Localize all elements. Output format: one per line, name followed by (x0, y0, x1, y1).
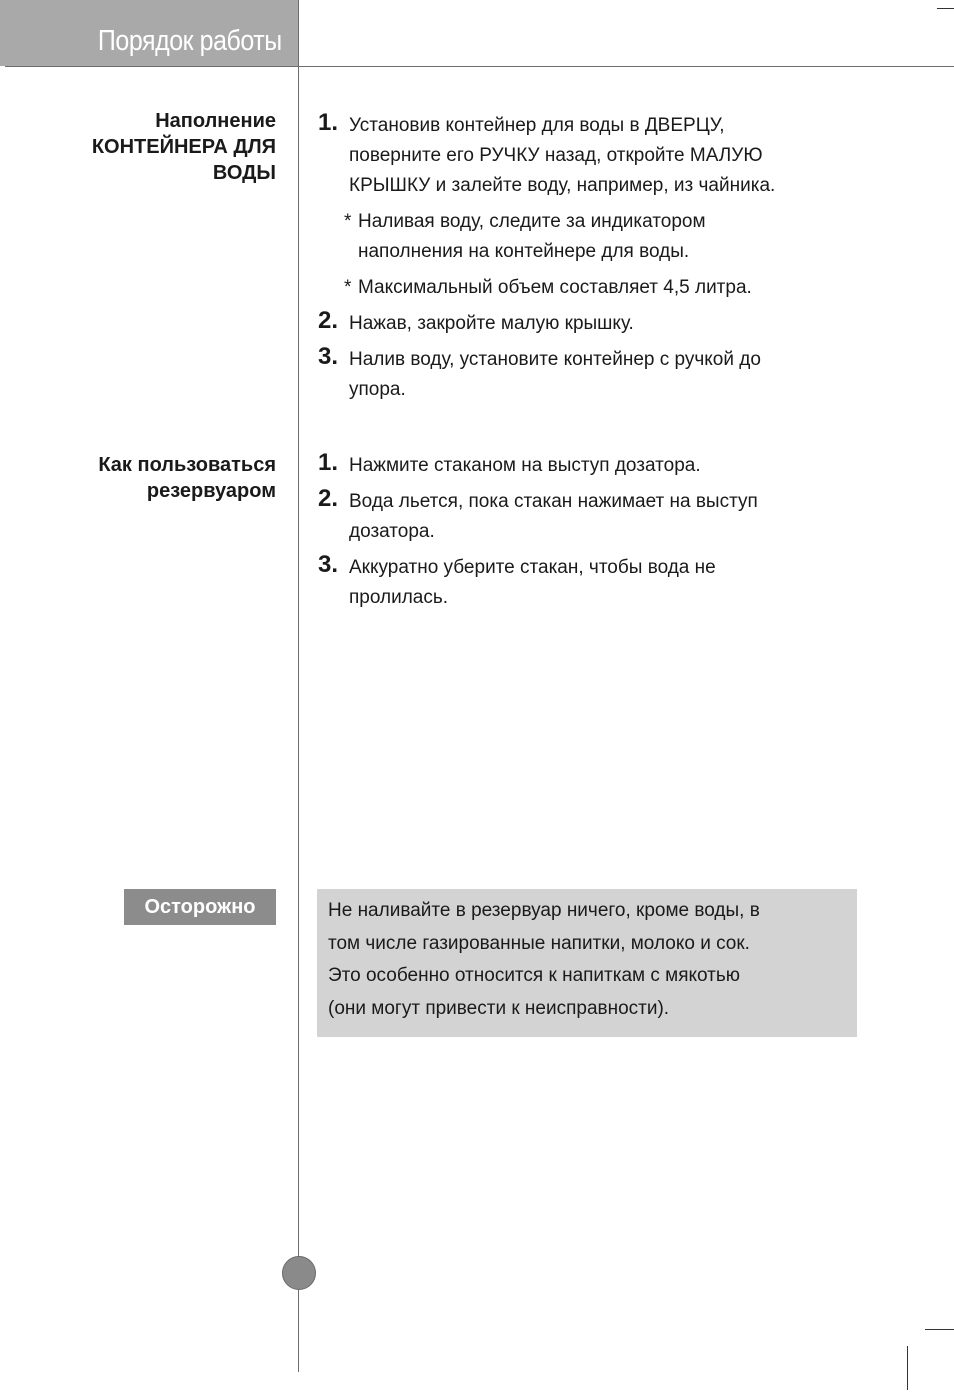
section-heading-filling (92, 108, 276, 186)
crop-mark-top (937, 8, 954, 9)
step-item (318, 309, 878, 339)
step-text-line: КРЫШКУ и залейте воду, например, из чайника. (349, 175, 776, 196)
caution-label: Осторожно (124, 889, 276, 925)
note-text-line: Наливая воду, следите за индикатором (358, 211, 706, 232)
step-item (318, 487, 878, 547)
caution-text-line: (они могут привести к неисправности). (328, 997, 670, 1019)
column-divider (298, 0, 299, 1372)
caution-box (317, 889, 857, 1037)
page-marker-circle (282, 1256, 316, 1290)
section-heading-line: ВОДЫ (212, 162, 276, 184)
step-text-line: дозатора. (349, 521, 435, 542)
note-item (318, 207, 878, 267)
caution-text-line: Не наливайте в резервуар ничего, кроме воды, в (328, 900, 760, 921)
step-text-line: поверните его РУЧКУ назад, откройте МАЛУЮ (349, 145, 763, 166)
step-text-line: Вода льется, пока стакан нажимает на выступ (349, 491, 758, 512)
step-number: 3. (318, 343, 339, 370)
section-heading-usage (98, 452, 276, 504)
section-heading-line: Как пользоваться (98, 454, 276, 476)
caution-text-line: Это особенно относится к напиткам с мякотью (328, 965, 741, 986)
section-heading-line: Наполнение (155, 110, 276, 132)
step-item (318, 345, 878, 405)
section-heading-line: резервуаром (146, 480, 276, 502)
step-number: 1. (318, 109, 339, 136)
header-divider (5, 66, 954, 67)
step-text-line: Аккуратно уберите стакан, чтобы вода не (349, 557, 716, 578)
step-number: 1. (318, 449, 339, 476)
step-item (318, 451, 878, 481)
page-title: Порядок работы (98, 25, 282, 57)
note-asterisk: * (344, 277, 352, 298)
header-bar (0, 0, 299, 66)
step-text-line: Налив воду, установите контейнер с ручкой до (349, 349, 761, 370)
crop-mark-vertical (907, 1346, 908, 1390)
step-text-line: упора. (349, 379, 406, 400)
step-item (318, 111, 878, 201)
section-heading-line: КОНТЕЙНЕРА ДЛЯ (91, 136, 276, 158)
note-item (318, 273, 878, 303)
steps-list-usage (318, 451, 878, 619)
note-text-line: наполнения на контейнере для воды. (358, 241, 690, 262)
step-number: 2. (318, 307, 339, 334)
step-number: 2. (318, 485, 339, 512)
steps-list-filling (318, 111, 878, 411)
step-text-line: Нажмите стаканом на выступ дозатора. (349, 455, 701, 476)
crop-mark-bottom (925, 1329, 954, 1330)
step-number: 3. (318, 551, 339, 578)
step-text-line: пролилась. (349, 587, 449, 608)
note-asterisk: * (344, 211, 352, 232)
note-text-line: Максимальный объем составляет 4,5 литра. (358, 277, 752, 298)
step-text-line: Нажав, закройте малую крышку. (349, 313, 634, 334)
step-text-line: Установив контейнер для воды в ДВЕРЦУ, (349, 115, 725, 136)
step-item (318, 553, 878, 613)
caution-text-line: том числе газированные напитки, молоко и сок. (328, 932, 750, 954)
